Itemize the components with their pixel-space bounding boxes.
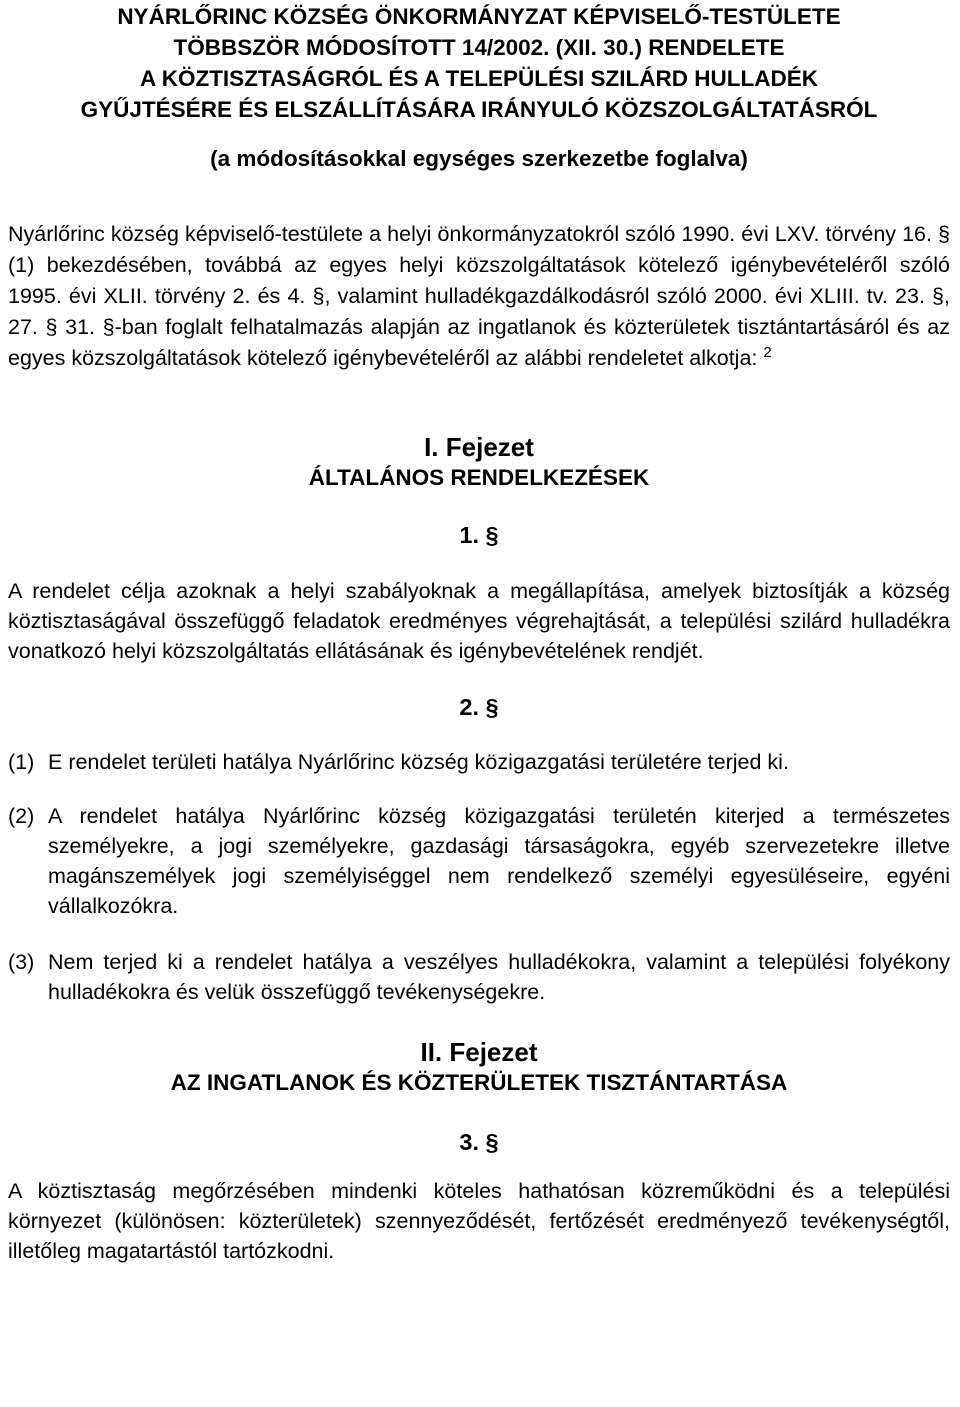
title-line: A KÖZTISZTASÁGRÓL ÉS A TELEPÜLÉSI SZILÁRD HULLADÉK (140, 66, 818, 91)
section-paragraph: A rendelet célja azoknak a helyi szabályoknak a megállapítása, amelyek biztosítják a község köztisztaságával összefüggő feladatok eredményes végrehajtását, a települési szilárd hulladékra vonatkozó helyi közszolgáltatás ellátásának és igénybevételének rendjét. (8, 579, 950, 663)
numbered-clause (8, 947, 950, 1007)
chapter-heading (8, 432, 950, 494)
document-title (8, 0, 950, 125)
title-line: NYÁRLŐRINC KÖZSÉG ÖNKORMÁNYZAT KÉPVISELŐ-TESTÜLETE (117, 4, 841, 29)
chapter-title: AZ INGATLANOK ÉS KÖZTERÜLETEK TISZTÁNTARTÁSA (170, 1070, 788, 1095)
section-heading: 2. § (459, 694, 499, 720)
numbered-clause (8, 801, 950, 921)
clause-number: (1) (8, 750, 35, 774)
footnote-reference: 2 (763, 344, 772, 361)
preamble-paragraph (8, 219, 950, 374)
numbered-clause (8, 747, 950, 777)
title-line: TÖBBSZÖR MÓDOSÍTOTT 14/2002. (XII. 30.) RENDELETE (173, 35, 785, 60)
chapter-number: I. Fejezet (424, 432, 534, 462)
clause-number: (2) (8, 804, 35, 828)
section-heading: 1. § (459, 522, 499, 548)
clause-text: A rendelet hatálya Nyárlőrinc község közigazgatási területén kiterjed a természetes személyekre, a jogi személyekre, gazdasági társaságokra, egyéb szervezetekre illetve magánszemélyek jogi személyiséggel nem rendelkező személyi egyesüléseire, egyéni vállalkozókra. (48, 804, 950, 918)
title-line: GYŰJTÉSÉRE ÉS ELSZÁLLÍTÁSÁRA IRÁNYULÓ KÖZSZOLGÁLTATÁSRÓL (80, 97, 878, 122)
chapter-number: II. Fejezet (420, 1037, 538, 1067)
clause-number: (3) (8, 950, 35, 974)
clause-text: E rendelet területi hatálya Nyárlőrinc község közigazgatási területére terjed ki. (48, 750, 789, 774)
section-paragraph: A köztisztaság megőrzésében mindenki köteles hathatósan közreműködni és a települési környezet (különösen: közterületek) szennyeződését, fertőzését eredményező tevékenységtől, illetőleg magatartástól tartózkodni. (8, 1179, 950, 1263)
document-subtitle: (a módosításokkal egységes szerkezetbe foglalva) (210, 146, 748, 171)
chapter-title: ÁLTALÁNOS RENDELKEZÉSEK (308, 465, 650, 490)
preamble-text: Nyárlőrinc község képviselő-testülete a helyi önkormányzatokról szóló 1990. évi LXV. törvény 16. § (1) bekezdésében, továbbá az egyes helyi közszolgáltatások kötelező igénybevételéről szóló 1995. évi XLII. törvény 2. és 4. §, valamint hulladékgazdálkodásról szóló 2000. évi XLIII. tv. 23. §, 27. § 31. §-ban foglalt felhatalmazás alapján az ingatlanok és közterületek tisztántartásáról és az egyes közszolgáltatások kötelező igénybevételéről az alábbi rendeletet alkotja: (8, 222, 950, 370)
section-heading: 3. § (459, 1129, 499, 1155)
chapter-heading (8, 1037, 950, 1099)
clause-text: Nem terjed ki a rendelet hatálya a veszélyes hulladékokra, valamint a települési folyékony hulladékokra és velük összefüggő tevékenységekre. (48, 950, 950, 1004)
